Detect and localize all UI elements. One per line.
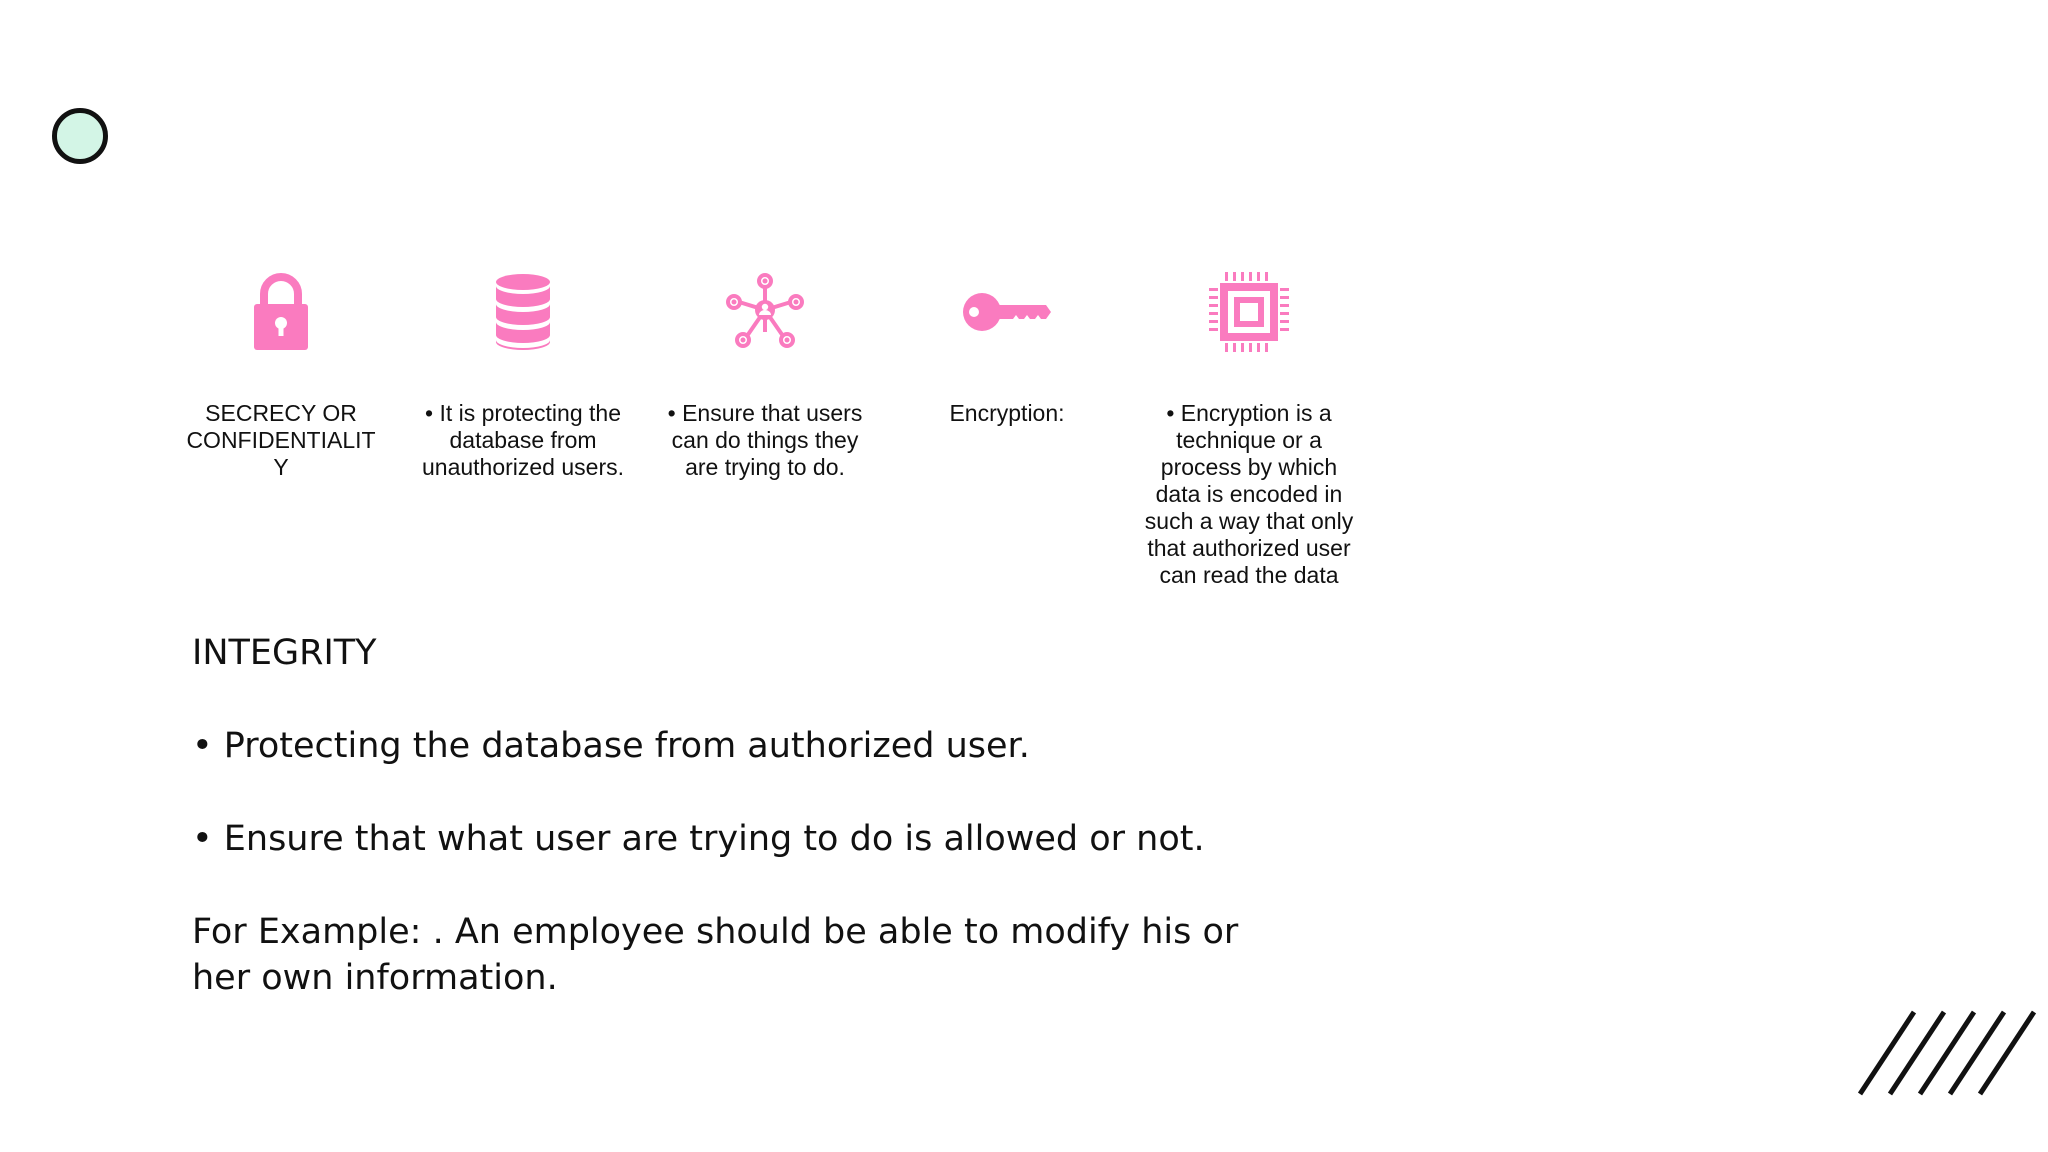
key-icon bbox=[902, 268, 1112, 356]
feature-item-secrecy bbox=[176, 268, 386, 481]
feature-item-encryption-definition bbox=[1144, 268, 1354, 589]
feature-label: Encryption: bbox=[949, 400, 1065, 426]
feature-label: • It is protecting the database from unauthorized users. bbox=[421, 400, 624, 480]
feature-item-encryption bbox=[902, 268, 1112, 427]
feature-label: SECRECY OR CONFIDENTIALIT Y bbox=[186, 400, 376, 480]
feature-row bbox=[0, 268, 1400, 628]
bullet-point: • Protecting the database from authorized user. bbox=[192, 726, 1030, 766]
example-text: For Example: . An employee should be able to modify his or her own information. bbox=[192, 912, 1239, 998]
bullet-point: • Ensure that what user are trying to do is allowed or not. bbox=[192, 819, 1205, 859]
feature-item-database bbox=[418, 268, 628, 481]
feature-label: • Encryption is a technique or a process by which data is encoded in such a way that only that authorized user can read the data bbox=[1144, 400, 1354, 588]
lock-icon bbox=[176, 268, 386, 356]
feature-item-access bbox=[660, 268, 870, 481]
network-icon bbox=[660, 268, 870, 356]
decorative-slashes bbox=[1858, 1010, 2048, 1096]
section-heading: INTEGRITY bbox=[192, 633, 377, 673]
chip-icon bbox=[1144, 268, 1354, 356]
feature-label: • Ensure that users can do things they are trying to do. bbox=[667, 400, 863, 480]
database-icon bbox=[418, 268, 628, 356]
main-content bbox=[192, 630, 1292, 1001]
decorative-circle bbox=[52, 108, 108, 164]
